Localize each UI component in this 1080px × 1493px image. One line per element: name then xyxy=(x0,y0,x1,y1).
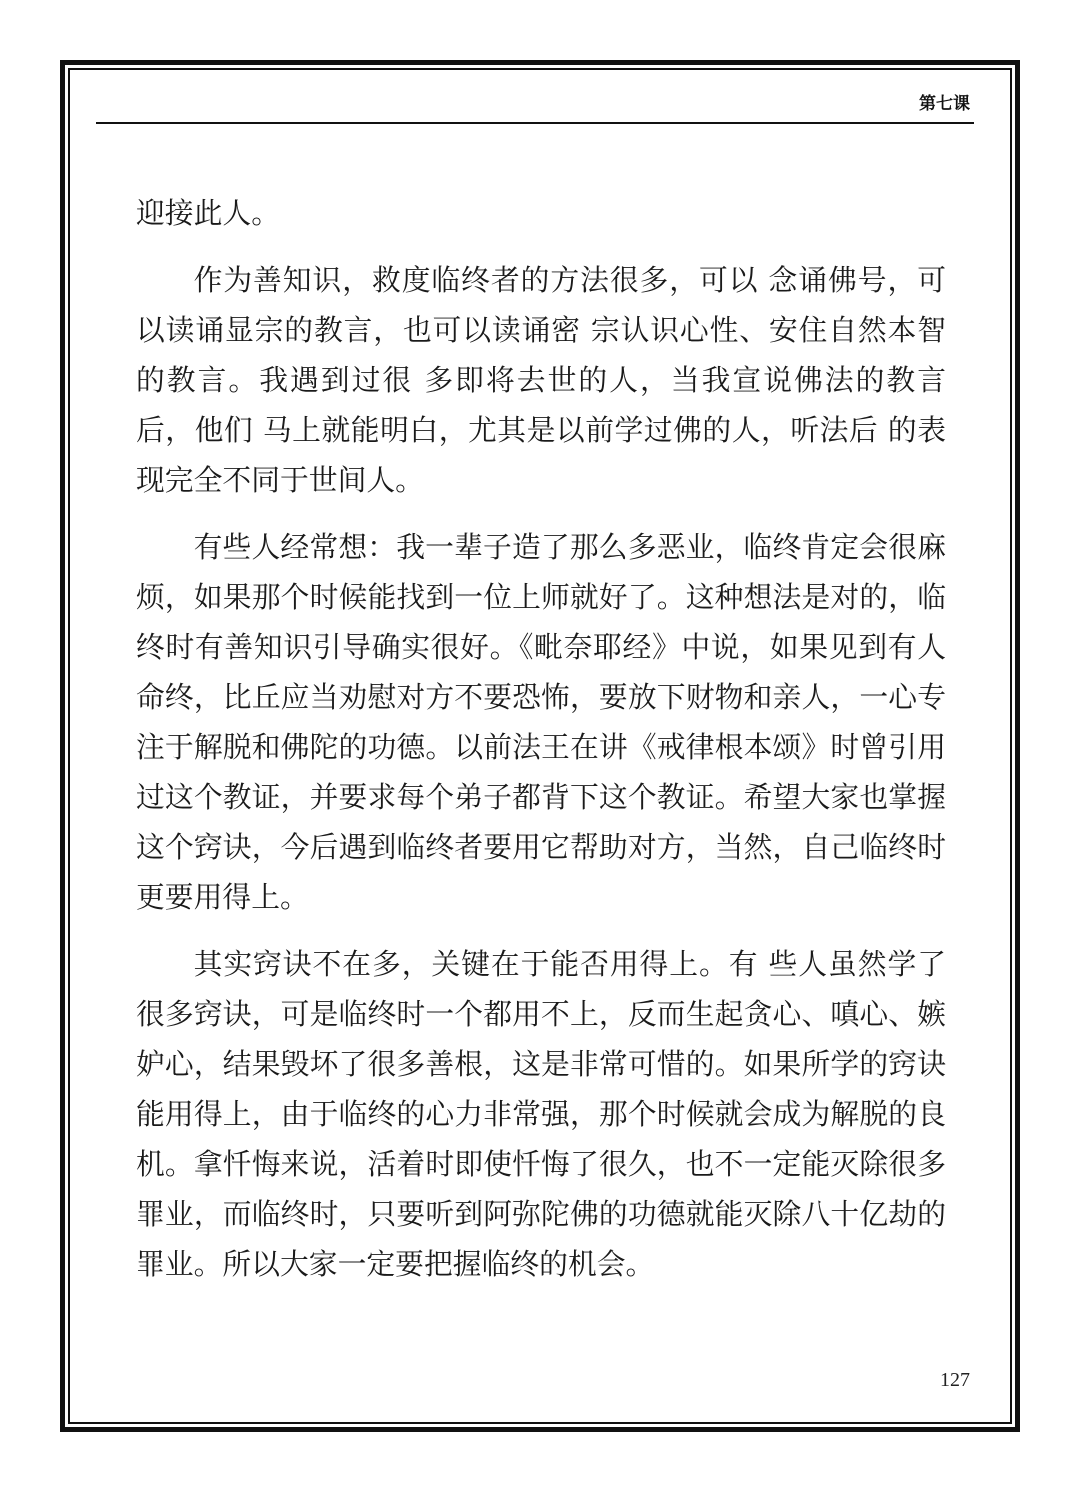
chapter-title: 第七课 xyxy=(919,94,970,114)
page-number: 127 xyxy=(940,1369,970,1391)
paragraph: 有些人经常想：我一辈子造了那么多恶业，临终肯定会很麻烦，如果那个时候能找到一位上师就好了。这种想法是对的，临终时有善知识引导确实很好。《毗奈耶经》中说，如果见到有人命终，比丘应当劝慰对方不要恐怖，要放下财物和亲人，一心专注于解脱和佛陀的功德。以前法王在讲《戒律根本颂》时曾引用过这个教证，并要求每个弟子都背下这个教证。希望大家也掌握这个窍诀，今后遇到临终者要用它帮助对方，当然，自己临终时更要用得上。 xyxy=(136,530,946,914)
running-header xyxy=(96,92,974,124)
paragraph: 作为善知识，救度临终者的方法很多，可以 念诵佛号，可以读诵显宗的教言，也可以读诵密 宗认识心性、安住自然本智的教言。我遇到过很 多即将去世的人，当我宣说佛法的教言后，他们 马上就能明白，尤其是以前学过佛的人，听法后 的表现完全不同于世间人。 xyxy=(136,263,946,497)
paragraph: 其实窍诀不在多，关键在于能否用得上。有 些人虽然学了很多窍诀，可是临终时一个都用不上，反而生起贪心、嗔心、嫉妒心，结果毁坏了很多善根，这是非常可惜的。如果所学的窍诀能用得上，由于临终的心力非常强，那个时候就会成为解脱的良机。拿忏悔来说，活着时即使忏悔了很久，也不一定能灭除很多罪业，而临终时，只要听到阿弥陀佛的功德就能灭除八十亿劫的罪业。所以大家一定要把握临终的机会。 xyxy=(136,947,946,1281)
paragraph-continued: 迎接此人。 xyxy=(136,196,280,230)
body-text xyxy=(136,188,946,1306)
